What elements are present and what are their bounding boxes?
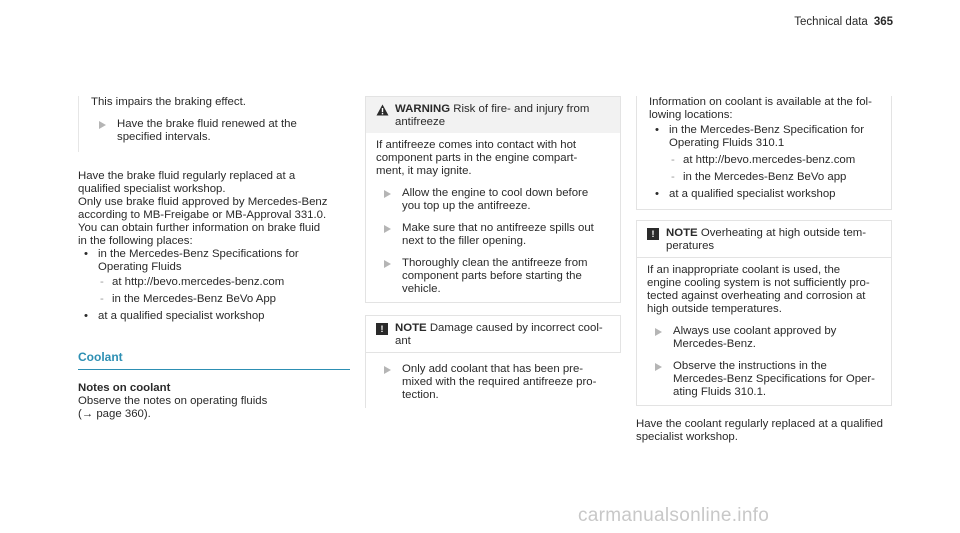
- note-title: Overheating at high outside tem-: [700, 227, 867, 239]
- note-box-incorrect-coolant: [365, 315, 621, 408]
- warning-triangle-icon: [376, 104, 389, 116]
- instruction-line: Allow the engine to cool down before: [402, 187, 589, 199]
- note-exclamation-icon: !: [647, 228, 659, 240]
- sub-list-item: [649, 154, 883, 167]
- column-3: [636, 96, 892, 444]
- instruction-approved-coolant: [647, 325, 883, 351]
- note-text-line: engine cooling system is not sufficiently pro-: [647, 277, 870, 289]
- instruction-renew-brake-fluid: [91, 118, 350, 144]
- list-item-line: Operating Fluids 310.1: [669, 137, 785, 149]
- coolant-info-box: [636, 96, 892, 210]
- list-item-text: at a qualified specialist workshop: [669, 188, 836, 200]
- list-item: [649, 188, 883, 201]
- list-item-line: Operating Fluids: [98, 261, 182, 273]
- warning-box: [365, 96, 621, 303]
- coolant-replace-paragraph: [636, 418, 892, 444]
- info-line: Information on coolant is available at the fol-: [649, 96, 872, 108]
- note-title-line: ant: [395, 335, 411, 347]
- note-label: NOTE: [395, 322, 427, 334]
- instruction-line: Always use coolant approved by: [673, 325, 837, 337]
- instruction-arrow-icon: [384, 366, 391, 374]
- warning-text-line: If antifreeze comes into contact with hot: [376, 139, 577, 151]
- warning-text-line: component parts in the engine compart-: [376, 152, 578, 164]
- instruction-arrow-icon: [655, 328, 662, 336]
- note-body: [366, 353, 621, 408]
- note-exclamation-icon: !: [376, 323, 388, 335]
- paragraph-line: Have the brake fluid regularly replaced at a: [78, 170, 296, 182]
- instruction-arrow-icon: [384, 190, 391, 198]
- note-label: NOTE: [666, 227, 698, 239]
- paragraph-line: You can obtain further information on brake fluid: [78, 222, 321, 234]
- list-item: [78, 248, 350, 274]
- note-body: [637, 258, 891, 405]
- instruction-clean-antifreeze: [376, 257, 612, 296]
- instruction-arrow-icon: [655, 363, 662, 371]
- warning-label: WARNING: [395, 103, 451, 115]
- sub-list-item-text: at http://bevo.mercedes-benz.com: [683, 154, 856, 166]
- column-1: [78, 96, 350, 421]
- paragraph-line: Have the coolant regularly replaced at a qualified: [636, 418, 883, 430]
- coolant-section-header: [78, 351, 350, 370]
- warning-text-line: ment, it may ignite.: [376, 165, 472, 177]
- paragraph-line: Only use brake fluid approved by Mercedes-Benz: [78, 196, 328, 208]
- page-number: 365: [873, 16, 893, 28]
- instruction-line: Make sure that no antifreeze spills out: [402, 222, 594, 234]
- instruction-arrow-icon: [99, 121, 106, 129]
- instruction-line: vehicle.: [402, 283, 441, 295]
- instruction-premixed-coolant: [376, 363, 613, 402]
- sub-list-item-text: at http://bevo.mercedes-benz.com: [112, 276, 285, 288]
- paragraph-line: in the following places:: [78, 235, 193, 247]
- note-text-line: If an inappropriate coolant is used, the: [647, 264, 841, 276]
- instruction-line: Mercedes-Benz Specifications for Oper-: [673, 373, 875, 385]
- dash-icon: -: [100, 276, 104, 288]
- instruction-line: Mercedes-Benz.: [673, 338, 756, 350]
- sub-list-item-text: in the Mercedes-Benz BeVo App: [112, 293, 277, 305]
- notes-heading: Notes on coolant: [78, 382, 171, 394]
- bullet-icon: •: [655, 124, 659, 136]
- brake-fluid-paragraph: [78, 170, 350, 323]
- coolant-heading: Coolant: [78, 350, 123, 364]
- instruction-line: Thoroughly clean the antifreeze from: [402, 257, 588, 269]
- sub-list-item: [78, 293, 350, 306]
- instruction-cool-engine: [376, 187, 612, 213]
- section-title: Technical data: [794, 16, 868, 28]
- list-item-text: at a qualified specialist workshop: [98, 310, 265, 322]
- instruction-line: Only add coolant that has been pre-: [402, 363, 584, 375]
- instruction-line: specified intervals.: [117, 131, 211, 143]
- warning-body: [366, 133, 620, 302]
- note-text-line: tected against overheating and corrosion at: [647, 290, 866, 302]
- watermark: carmanualsonline.info: [578, 505, 770, 526]
- list-item-line: in the Mercedes-Benz Specifications for: [98, 248, 299, 260]
- notes-line: Observe the notes on operating fluids: [78, 395, 268, 407]
- note-title-line: peratures: [666, 240, 715, 252]
- instruction-line: component parts before starting the: [402, 270, 582, 282]
- note-text-line: high outside temperatures.: [647, 303, 782, 315]
- list-item-line: in the Mercedes-Benz Specification for: [669, 124, 865, 136]
- list-item: [649, 124, 883, 150]
- dash-icon: -: [671, 154, 675, 166]
- info-line: lowing locations:: [649, 109, 733, 121]
- notes-line: (→ page 360).: [78, 408, 151, 420]
- instruction-line: mixed with the required antifreeze pro-: [402, 376, 597, 388]
- dash-icon: -: [100, 293, 104, 305]
- sub-list-item: [649, 171, 883, 184]
- bullet-icon: •: [84, 310, 88, 322]
- notes-on-coolant: [78, 382, 350, 421]
- braking-effect-text: This impairs the braking effect.: [91, 96, 246, 108]
- sub-list-item-text: in the Mercedes-Benz BeVo app: [683, 171, 847, 183]
- paragraph-line: specialist workshop.: [636, 431, 738, 443]
- paragraph-line: according to MB-Freigabe or MB-Approval 331.0.: [78, 209, 327, 221]
- paragraph-line: qualified specialist workshop.: [78, 183, 226, 195]
- note-box-overheating: [636, 220, 892, 406]
- dash-icon: -: [671, 171, 675, 183]
- instruction-arrow-icon: [384, 225, 391, 233]
- warning-title-line: antifreeze: [395, 116, 446, 128]
- instruction-line: tection.: [402, 389, 439, 401]
- page-header: [794, 16, 893, 29]
- column-2: [365, 96, 621, 408]
- instruction-arrow-icon: [384, 260, 391, 268]
- list-item: [78, 310, 350, 323]
- instruction-observe-specifications: [647, 360, 883, 399]
- instruction-line: ating Fluids 310.1.: [673, 386, 767, 398]
- instruction-line: next to the filler opening.: [402, 235, 527, 247]
- sub-list-item: [78, 276, 350, 289]
- bullet-icon: •: [655, 188, 659, 200]
- instruction-line: you top up the antifreeze.: [402, 200, 531, 212]
- warning-header: [366, 97, 620, 133]
- warning-title: Risk of fire- and injury from: [453, 103, 590, 115]
- note-header: [366, 316, 621, 353]
- instruction-no-spill: [376, 222, 612, 248]
- braking-effect-box: [78, 96, 350, 152]
- instruction-line: Have the brake fluid renewed at the: [117, 118, 297, 130]
- instruction-line: Observe the instructions in the: [673, 360, 827, 372]
- bullet-icon: •: [84, 248, 88, 260]
- note-header: [637, 221, 891, 258]
- note-title: Damage caused by incorrect cool-: [429, 322, 603, 334]
